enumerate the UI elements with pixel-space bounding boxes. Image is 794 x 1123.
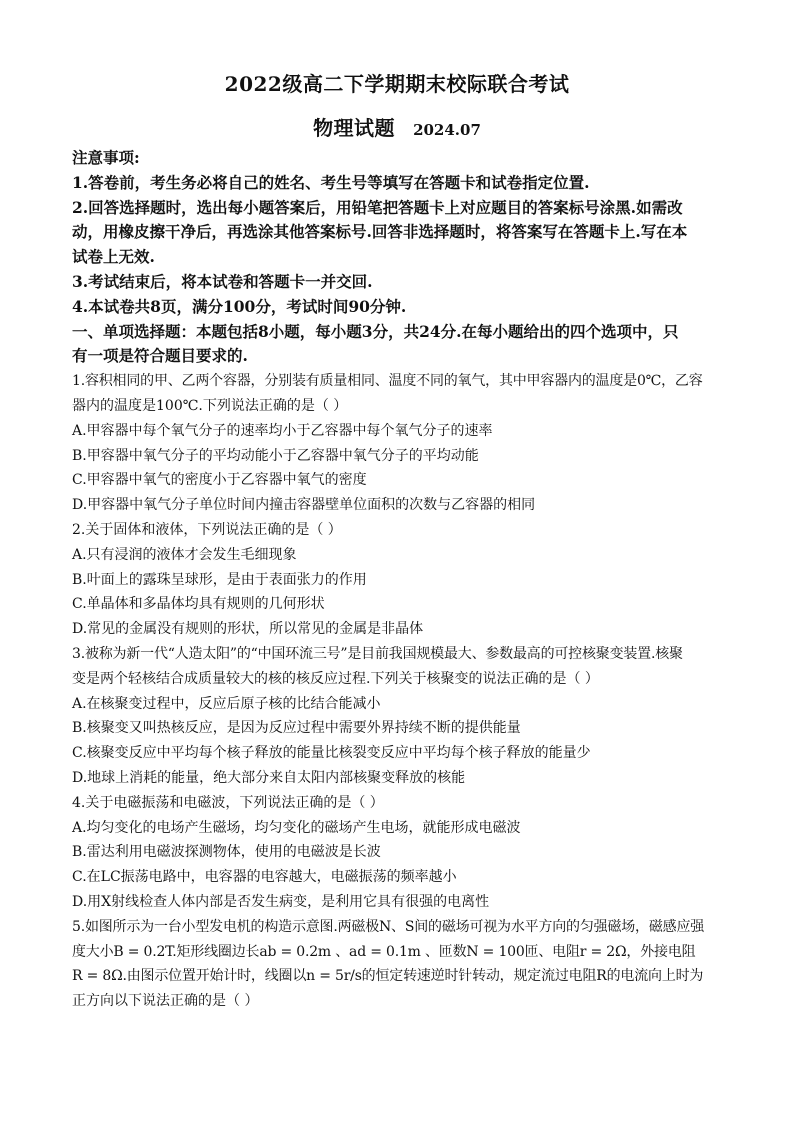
question-1 [72, 369, 720, 518]
question-stem: 1.容积相同的甲、乙两个容器，分别装有质量相同、温度不同的氧气，其中甲容器内的温度是0℃，乙容 [72, 373, 703, 390]
option-b: B.甲容器中氧气分子的平均动能小于乙容器中氧气分子的平均动能 [72, 447, 479, 464]
question-stem: 变是两个轻核结合成质量较大的核的核反应过程.下列关于核聚变的说法正确的是（ ） [72, 670, 599, 687]
option-d: D.常见的金属没有规则的形状，所以常见的金属是非晶体 [72, 621, 424, 638]
notice-line: 2.回答选择题时，选出每小题答案后，用铅笔把答题卡上对应题目的答案标号涂黑.如需改 [72, 197, 683, 217]
notice-section [72, 146, 720, 320]
section-heading-line: 一、单项选择题：本题包括8小题，每小题3分，共24分.在每小题给出的四个选项中，只 [72, 321, 679, 341]
option-b: B.雷达利用电磁波探测物体，使用的电磁波是长波 [72, 844, 381, 861]
question-stem: R = 8Ω.由图示位置开始计时，线圈以n = 5r/s的恒定转速逆时针转动，规定流过电阻R的电流向上时为 [72, 968, 704, 985]
question-5 [72, 915, 720, 1014]
option-d: D.用X射线检查人体内部是否发生病变，是利用它具有很强的电离性 [72, 893, 490, 910]
exam-content [72, 146, 720, 1014]
question-stem: 度大小B = 0.2T.矩形线圈边长ab = 0.2m 、ad = 0.1m 、匝数N = 100匝、电阻r = 2Ω，外接电阻 [72, 943, 696, 960]
question-3 [72, 642, 720, 791]
option-c: C.核聚变反应中平均每个核子释放的能量比核裂变反应中平均每个核子释放的能量少 [72, 745, 591, 762]
option-b: B.叶面上的露珠呈球形，是由于表面张力的作用 [72, 571, 367, 588]
question-stem: 器内的温度是100℃.下列说法正确的是（ ） [72, 397, 348, 414]
notice-line: 试卷上无效. [72, 247, 155, 267]
notice-line: 3.考试结束后，将本试卷和答题卡一并交回. [72, 271, 373, 291]
notice-line: 1.答卷前，考生务必将自己的姓名、考生号等填写在答题卡和试卷指定位置. [72, 172, 590, 192]
notice-line: 动，用橡皮擦干净后，再选涂其他答案标号.回答非选择题时，将答案写在答题卡上.写在本 [72, 222, 688, 242]
question-stem: 5.如图所示为一台小型发电机的构造示意图.两磁极N、S间的磁场可视为水平方向的匀强磁场，磁感应强 [72, 918, 705, 935]
option-c: C.单晶体和多晶体均具有规则的几何形状 [72, 596, 325, 613]
exam-date: 2024.07 [413, 121, 481, 139]
section-heading-line: 有一项是符合题目要求的. [72, 346, 248, 366]
question-4 [72, 791, 720, 915]
exam-title: 2022级高二下学期期末校际联合考试 [224, 72, 570, 96]
option-b: B.核聚变又叫热核反应，是因为反应过程中需要外界持续不断的提供能量 [72, 720, 521, 737]
notice-heading: 注意事项: [72, 148, 140, 167]
question-stem: 正方向以下说法正确的是（ ） [72, 993, 259, 1010]
option-d: D.甲容器中氧气分子单位时间内撞击容器壁单位面积的次数与乙容器的相同 [72, 497, 536, 514]
subject-title: 物理试题 [313, 116, 396, 140]
option-c: C.在LC振荡电路中，电容器的电容越大，电磁振荡的频率越小 [72, 869, 457, 886]
option-a: A.均匀变化的电场产生磁场，均匀变化的磁场产生电场，就能形成电磁波 [72, 819, 521, 836]
option-d: D.地球上消耗的能量，绝大部分来自太阳内部核聚变释放的核能 [72, 769, 466, 786]
option-a: A.在核聚变过程中，反应后原子核的比结合能减小 [72, 695, 381, 712]
option-c: C.甲容器中氧气的密度小于乙容器中氧气的密度 [72, 472, 367, 489]
question-stem: 2.关于固体和液体，下列说法正确的是（ ） [72, 521, 342, 538]
notice-line: 4.本试卷共8页，满分100分，考试时间90分钟. [72, 296, 407, 316]
question-stem: 4.关于电磁振荡和电磁波，下列说法正确的是（ ） [72, 794, 384, 811]
option-a: A.只有浸润的液体才会发生毛细现象 [72, 546, 297, 563]
question-2 [72, 518, 720, 642]
section-heading [72, 320, 720, 370]
option-a: A.甲容器中每个氧气分子的速率均小于乙容器中每个氧气分子的速率 [72, 422, 493, 439]
question-stem: 3.被称为新一代“人造太阳”的“中国环流三号”是目前我国规模最大、参数最高的可控核聚变装置.核聚 [72, 645, 683, 662]
exam-subtitle [0, 112, 794, 141]
